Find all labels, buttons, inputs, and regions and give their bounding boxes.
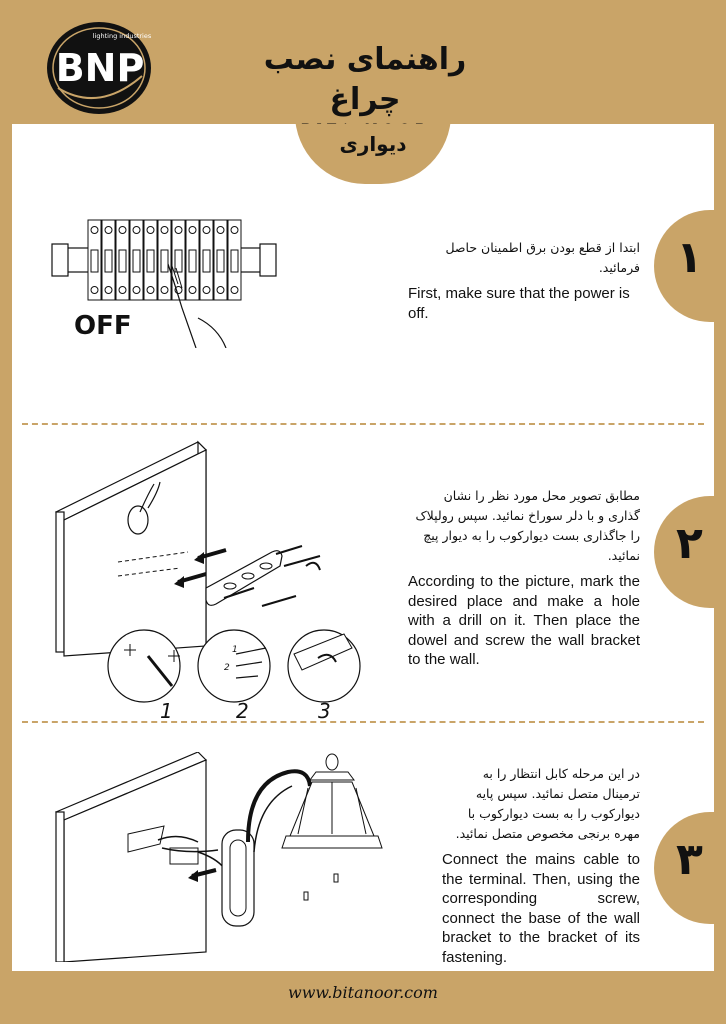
breaker-switch [91, 250, 98, 272]
terminal-screw-icon [203, 227, 210, 234]
step-2-text-persian: مطابق تصویر محل مورد نظر را نشان گذاری و با دلر سوراخ نمائید. سپس رولپلاک را جاگذاری بست دیوارکوب را به دیوار پیچ نمائید. [415, 488, 640, 563]
terminal-screw-icon [119, 287, 126, 294]
substep-circles [108, 630, 360, 702]
category-tab-label: دیواری [339, 132, 407, 156]
step-1-text-persian: ابتدا از قطع بودن برق اطمینان حاصل فرمائید. [445, 240, 640, 275]
website-link[interactable]: www.bitanoor.com [288, 983, 438, 1002]
breaker-switch [189, 250, 196, 272]
breaker-modules [88, 220, 241, 300]
wall-bracket-illustration [48, 434, 388, 724]
terminal-screw-icon [147, 227, 154, 234]
step-3-number-badge [654, 812, 714, 924]
terminal-screw-icon [105, 227, 112, 234]
step-divider-1 [22, 423, 704, 425]
substep-label-1: 1 [160, 699, 173, 723]
bnp-logo [44, 18, 154, 118]
step-2-text-english: According to the picture, mark the desired place and make a hole with a drill on it. Then place the dowel and screw the wall bracket to the wall. [408, 573, 640, 668]
terminal-screw-icon [119, 227, 126, 234]
terminal-screw-icon [231, 287, 238, 294]
step-2-number-badge [654, 496, 714, 608]
terminal-screw-icon [91, 287, 98, 294]
terminal-screw-icon [147, 287, 154, 294]
terminal-screw-icon [189, 227, 196, 234]
terminal-screw-icon [105, 287, 112, 294]
step-1-number-badge [654, 210, 714, 322]
step-3-number: ۳ [676, 834, 703, 885]
breaker-switch [161, 250, 168, 272]
terminal-screw-icon [175, 227, 182, 234]
substep-label-2: 2 [236, 699, 249, 723]
step-1-text-english: First, make sure that the power is off. [408, 285, 630, 322]
step-2-number: ۲ [676, 518, 703, 569]
title-persian: راهنمای نصب چراغ [263, 42, 467, 117]
step-divider-2 [22, 721, 704, 723]
terminal-screw-icon [161, 227, 168, 234]
terminal-screw-icon [217, 287, 224, 294]
content-panel [12, 124, 714, 971]
breaker-switch [105, 250, 112, 272]
breaker-illustration [48, 208, 278, 348]
terminal-screw-icon [231, 227, 238, 234]
substep-label-3: 3 [318, 699, 331, 723]
step-1-number: ۱ [676, 232, 703, 283]
breaker-switch [133, 250, 140, 272]
svg-text:1: 1 [232, 645, 238, 655]
svg-text:2: 2 [224, 663, 230, 673]
off-label: OFF [74, 311, 132, 341]
step-2-text [408, 486, 640, 670]
step-3-text-english: Connect the mains cable to the terminal. Then, using the corresponding screw, connect the base of the wall bracket to the bracket of its fastening. [442, 851, 640, 966]
logo-letters: BNP [55, 46, 145, 90]
breaker-switch [147, 250, 154, 272]
step-3-text [442, 764, 640, 967]
step-1-text [408, 238, 640, 323]
breaker-switch [119, 250, 126, 272]
terminal-screw-icon [161, 287, 168, 294]
terminal-screw-icon [91, 227, 98, 234]
terminal-screw-icon [133, 227, 140, 234]
breaker-switch [203, 250, 210, 272]
lamp-mounting-illustration [48, 752, 388, 962]
terminal-screw-icon [217, 227, 224, 234]
terminal-screw-icon [133, 287, 140, 294]
terminal-screw-icon [189, 287, 196, 294]
terminal-screw-icon [203, 287, 210, 294]
logo-subtext: lighting industries [92, 32, 152, 40]
step-3-text-persian: در این مرحله کابل انتظار را به ترمینال متصل نمائید. سپس پایه دیوارکوب را به بست دیوارکوب با مهره برنجی مخصوص متصل نمائید. [455, 766, 640, 841]
breaker-switch [217, 250, 224, 272]
breaker-switch [231, 250, 238, 272]
